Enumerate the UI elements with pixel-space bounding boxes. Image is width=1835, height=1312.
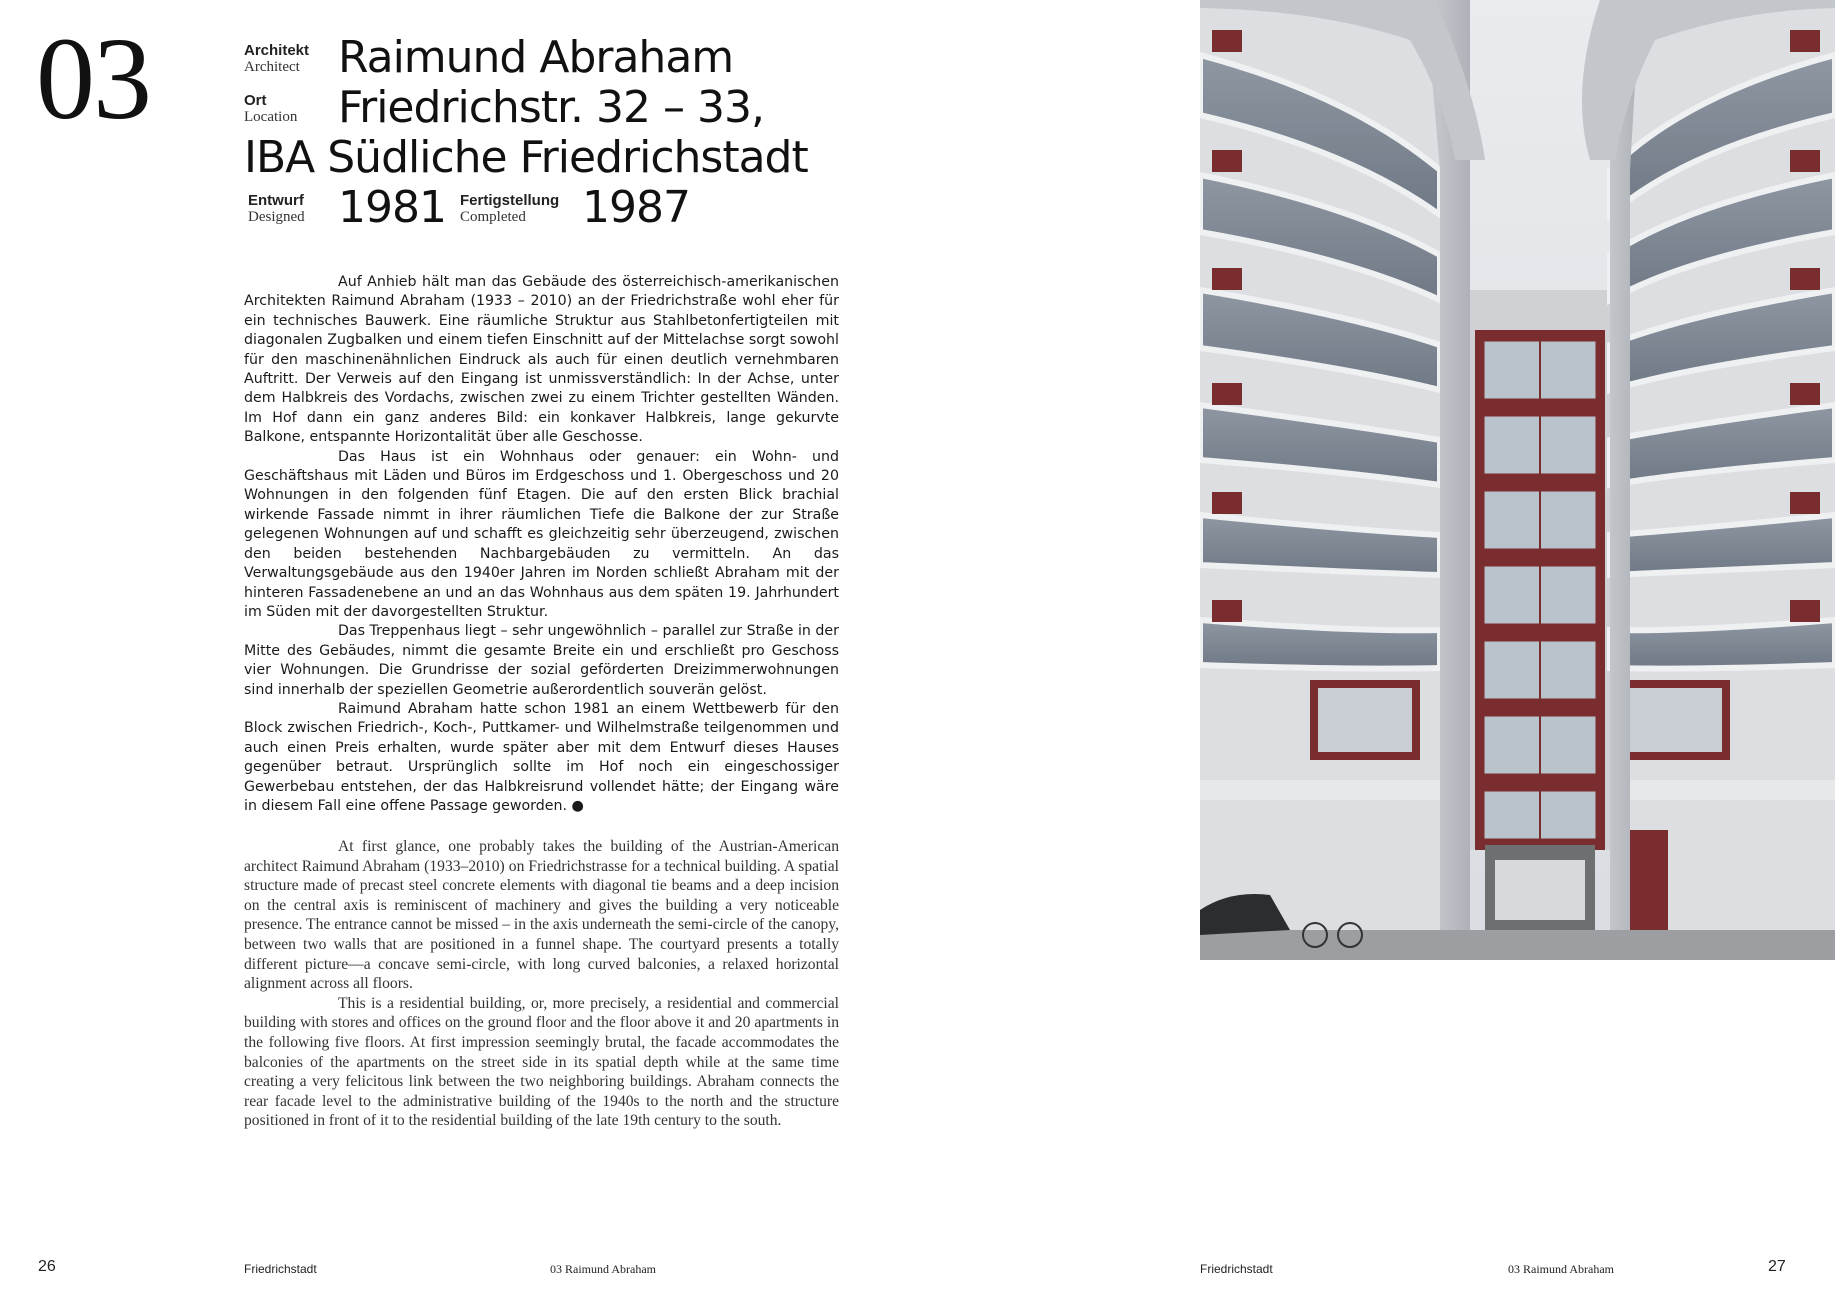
designed-label <box>248 192 305 226</box>
building-courtyard-photo <box>1200 0 1835 960</box>
german-paragraph: Auf Anhieb hält man das Gebäude des österreichisch-amerikanischen Architekten Raimund Abraham (1933 – 2010) an der Friedrichstraße wohl eher für ein technisches Bauwerk. Eine räumliche Struktur aus Stahlbetonfertigteilen mit diagonalen Zugbalken und einem tiefen Einschnitt auf der Mittelachse sorgt sowohl für den maschinenähnlichen Eindruck als auch für einen deutlich vernehmbaren Auftritt. Der Verweis auf den Eingang ist unmissverständlich: In der Achse, unter dem Halbkreis des Vordachs, zwischen zwei zu einem Trichter gestellten Wänden. Im Hof dann ein ganz anderes Bild: ein konkaver Halbkreis, lange gekurvte Balkone, entspannte Horizontalität über alle Geschosse. <box>244 274 839 446</box>
completed-label-de: Fertigstellung <box>460 192 560 209</box>
completed-label <box>460 192 559 226</box>
page-number-left: 26 <box>38 1258 56 1275</box>
footer-chapter-left: 03 Raimund Abraham <box>550 1262 656 1276</box>
architect-label-de: Architekt <box>244 42 310 59</box>
footer-section-left: Friedrichstadt <box>244 1262 317 1276</box>
architect-label-en: Architect <box>244 59 300 75</box>
chapter-number: 03 <box>36 13 150 144</box>
location-line-2: IBA Südliche Friedrichstadt <box>244 132 808 183</box>
completed-year: 1987 <box>582 182 690 233</box>
architect-label <box>244 42 309 76</box>
english-text <box>244 837 839 1131</box>
designed-label-de: Entwurf <box>248 192 304 209</box>
english-paragraph: This is a residential building, or, more precisely, a residential and commercial building with stores and offices on the ground floor and the floor above it and 20 apartments in the following five floors. At first impression seemingly brutal, the facade accommodates the balconies of the apartments on the street side in its spatial depth while at the same time creating a very felicitous link between the two neighboring buildings. Abraham connects the rear facade level to the administrative building of the 1940s to the north and the structure positioned in front of it to the residential building of the late 19th century to the south. <box>244 994 839 1130</box>
location-label-en: Location <box>244 109 298 125</box>
location-label <box>244 92 297 126</box>
completed-label-en: Completed <box>460 209 526 225</box>
location-line-1: Friedrichstr. 32 – 33, <box>338 82 764 133</box>
english-paragraph: At first glance, one probably takes the building of the Austrian-American architect Raimund Abraham (1933–2010) on Friedrichstrasse for a technical building. A spatial structure made of precast steel concrete elements with diagonal tie beams and a deep incision on the central axis is reminiscent of machinery and gives the building a very noticeable presence. The entrance cannot be missed – in the axis underneath the semi-circle of the canopy, between two walls that are positioned in a funnel shape. The courtyard presents a totally different picture—a concave semi-circle, with long curved balconies, a relaxed horizontal alignment across all floors. <box>244 838 839 993</box>
german-text <box>244 273 839 816</box>
page-number-right: 27 <box>1768 1258 1786 1275</box>
footer-chapter-right: 03 Raimund Abraham <box>1508 1262 1614 1276</box>
german-paragraph: Das Haus ist ein Wohnhaus oder genauer: ein Wohn- und Geschäftshaus mit Läden und Büros im Erdgeschoss und 1. Obergeschoss und 20 Wohnungen in den folgenden fünf Etagen. Die auf den ersten Blick brachial wirkende Fassade nimmt in ihrer räumlichen Tiefe die Balkone der zur Straße gelegenen Wohnungen auf und schafft es gleichzeitig sehr überzeugend, zwischen den beiden bestehenden Nachbargebäuden zu vermitteln. An das Verwaltungsgebäude aus den 1940er Jahren im Norden schließt Abraham mit der hinteren Fassadenebene an und an das Wohnhaus aus dem späten 19. Jahrhundert im Süden mit der davorgestellten Struktur. <box>244 448 839 620</box>
designed-year: 1981 <box>338 182 446 233</box>
location-label-de: Ort <box>244 92 267 109</box>
german-paragraph: Das Treppenhaus liegt – sehr ungewöhnlich – parallel zur Straße in der Mitte des Gebäudes, nimmt die gesamte Breite ein und erschließt pro Geschoss vier Wohnungen. Die Grundrisse der sozial geförderten Dreizimmerwohnungen sind innerhalb der speziellen Geometrie außerordentlich souverän gelöst. <box>244 623 839 698</box>
architect-name: Raimund Abraham <box>338 32 734 83</box>
designed-label-en: Designed <box>248 209 305 225</box>
german-paragraph: Raimund Abraham hatte schon 1981 an einem Wettbewerb für den Block zwischen Friedrich-, Koch-, Puttkamer- und Wilhelmstraße teilgenommen und auch einen Preis erhalten, wurde später aber mit dem Entwurf dieses Hauses gegenüber betraut. Ursprünglich sollte im Hof noch ein eingeschossiger Gewerbebau entstehen, der das Halbkreisrund vollendet hätte; der Eingang wäre in diesem Fall eine offene Passage geworden. ● <box>244 700 839 814</box>
footer-section-right: Friedrichstadt <box>1200 1262 1273 1276</box>
